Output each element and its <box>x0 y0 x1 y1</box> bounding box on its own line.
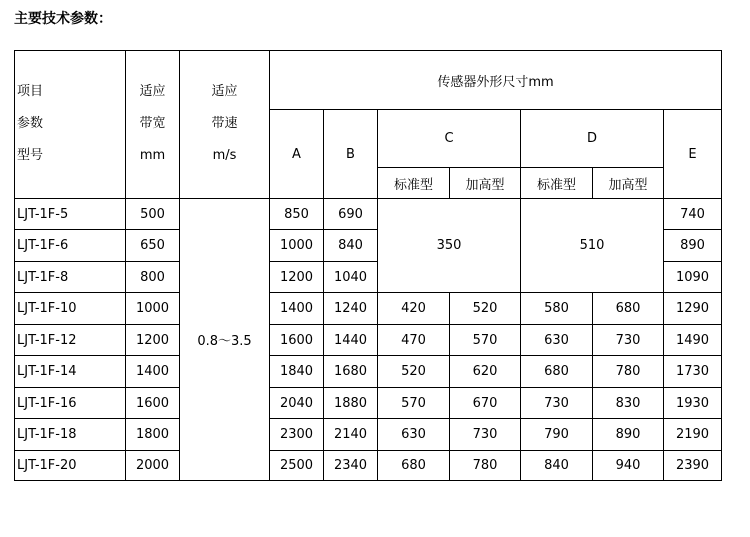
dim-d-raised-cell: 890 <box>593 419 664 451</box>
dim-a-cell: 2300 <box>270 419 324 451</box>
dim-d-raised-cell: 830 <box>593 388 664 419</box>
dim-b-cell: 1440 <box>324 325 378 356</box>
model-cell: LJT-1F-14 <box>15 356 126 388</box>
table-row <box>15 451 722 481</box>
header-d: D <box>521 110 664 168</box>
dim-a-cell: 1840 <box>270 356 324 388</box>
dim-e-cell: 1730 <box>664 356 722 388</box>
dim-c-raised-cell: 570 <box>450 325 521 356</box>
header-speed-unit: m/s <box>212 147 237 163</box>
dim-d-raised-cell: 730 <box>593 325 664 356</box>
dim-a-cell: 850 <box>270 199 324 230</box>
header-c-standard: 标准型 <box>378 168 450 199</box>
model-cell: LJT-1F-18 <box>15 419 126 451</box>
belt-width-cell: 1200 <box>126 325 180 356</box>
model-cell: LJT-1F-20 <box>15 451 126 481</box>
dim-a-cell: 1600 <box>270 325 324 356</box>
belt-width-cell: 1400 <box>126 356 180 388</box>
dim-c-merged-cell: 350 <box>378 199 521 293</box>
belt-width-cell: 1600 <box>126 388 180 419</box>
dim-c-raised-cell: 730 <box>450 419 521 451</box>
header-width-line1: 适应 <box>139 83 166 99</box>
header-item-label: 项目 <box>17 83 44 99</box>
dim-e-cell: 1930 <box>664 388 722 419</box>
dim-c-raised-cell: 780 <box>450 451 521 481</box>
page-title: 主要技术参数： <box>14 11 112 27</box>
dim-c-standard-cell: 680 <box>378 451 450 481</box>
dim-b-cell: 1040 <box>324 262 378 293</box>
belt-width-cell: 1000 <box>126 293 180 325</box>
dim-d-standard-cell: 680 <box>521 356 593 388</box>
header-model-label: 型号 <box>17 147 44 163</box>
model-cell: LJT-1F-12 <box>15 325 126 356</box>
dim-c-standard-cell: 630 <box>378 419 450 451</box>
header-param-label: 参数 <box>17 115 44 131</box>
dim-b-cell: 840 <box>324 230 378 262</box>
belt-width-cell: 500 <box>126 199 180 230</box>
dim-b-cell: 690 <box>324 199 378 230</box>
dim-c-raised-cell: 520 <box>450 293 521 325</box>
dim-e-cell: 1490 <box>664 325 722 356</box>
belt-width-cell: 650 <box>126 230 180 262</box>
dim-d-raised-cell: 940 <box>593 451 664 481</box>
dim-c-raised-cell: 670 <box>450 388 521 419</box>
dim-c-standard-cell: 570 <box>378 388 450 419</box>
dim-c-standard-cell: 420 <box>378 293 450 325</box>
dim-e-cell: 1090 <box>664 262 722 293</box>
belt-width-cell: 2000 <box>126 451 180 481</box>
dim-a-cell: 1200 <box>270 262 324 293</box>
table-row <box>15 419 722 451</box>
dim-e-cell: 2390 <box>664 451 722 481</box>
dim-a-cell: 2040 <box>270 388 324 419</box>
model-cell: LJT-1F-10 <box>15 293 126 325</box>
dim-e-cell: 740 <box>664 199 722 230</box>
header-speed-line2: 带速 <box>211 115 238 131</box>
dim-e-cell: 2190 <box>664 419 722 451</box>
dim-b-cell: 1680 <box>324 356 378 388</box>
header-d-standard: 标准型 <box>521 168 593 199</box>
table-row <box>15 388 722 419</box>
dim-b-cell: 2140 <box>324 419 378 451</box>
dim-d-standard-cell: 790 <box>521 419 593 451</box>
dim-a-cell: 1000 <box>270 230 324 262</box>
dim-d-raised-cell: 780 <box>593 356 664 388</box>
header-e: E <box>664 110 722 199</box>
dim-d-standard-cell: 630 <box>521 325 593 356</box>
header-c-raised: 加高型 <box>450 168 521 199</box>
dim-d-standard-cell: 730 <box>521 388 593 419</box>
dim-b-cell: 2340 <box>324 451 378 481</box>
dim-c-raised-cell: 620 <box>450 356 521 388</box>
dim-e-cell: 1290 <box>664 293 722 325</box>
header-sensor-dimensions: 传感器外形尺寸mm <box>270 51 722 110</box>
dim-b-cell: 1880 <box>324 388 378 419</box>
model-cell: LJT-1F-16 <box>15 388 126 419</box>
table-row <box>15 356 722 388</box>
header-speed-line1: 适应 <box>211 83 238 99</box>
header-item-model <box>15 51 126 199</box>
belt-speed-cell: 0.8～3.5 <box>180 199 270 481</box>
header-belt-speed <box>180 51 270 199</box>
dim-d-standard-cell: 840 <box>521 451 593 481</box>
model-cell: LJT-1F-6 <box>15 230 126 262</box>
header-a: A <box>270 110 324 199</box>
spec-table <box>14 50 722 481</box>
dim-c-standard-cell: 520 <box>378 356 450 388</box>
dim-a-cell: 2500 <box>270 451 324 481</box>
belt-width-cell: 800 <box>126 262 180 293</box>
model-cell: LJT-1F-8 <box>15 262 126 293</box>
dim-d-raised-cell: 680 <box>593 293 664 325</box>
dim-c-standard-cell: 470 <box>378 325 450 356</box>
dim-d-merged-cell: 510 <box>521 199 664 293</box>
table-row <box>15 325 722 356</box>
dim-a-cell: 1400 <box>270 293 324 325</box>
header-c: C <box>378 110 521 168</box>
dim-b-cell: 1240 <box>324 293 378 325</box>
header-b: B <box>324 110 378 199</box>
header-width-unit: mm <box>139 147 166 163</box>
header-d-raised: 加高型 <box>593 168 664 199</box>
header-belt-width <box>126 51 180 199</box>
table-row <box>15 199 722 230</box>
header-width-line2: 带宽 <box>139 115 166 131</box>
table-row <box>15 293 722 325</box>
belt-width-cell: 1800 <box>126 419 180 451</box>
model-cell: LJT-1F-5 <box>15 199 126 230</box>
dim-d-standard-cell: 580 <box>521 293 593 325</box>
dim-e-cell: 890 <box>664 230 722 262</box>
